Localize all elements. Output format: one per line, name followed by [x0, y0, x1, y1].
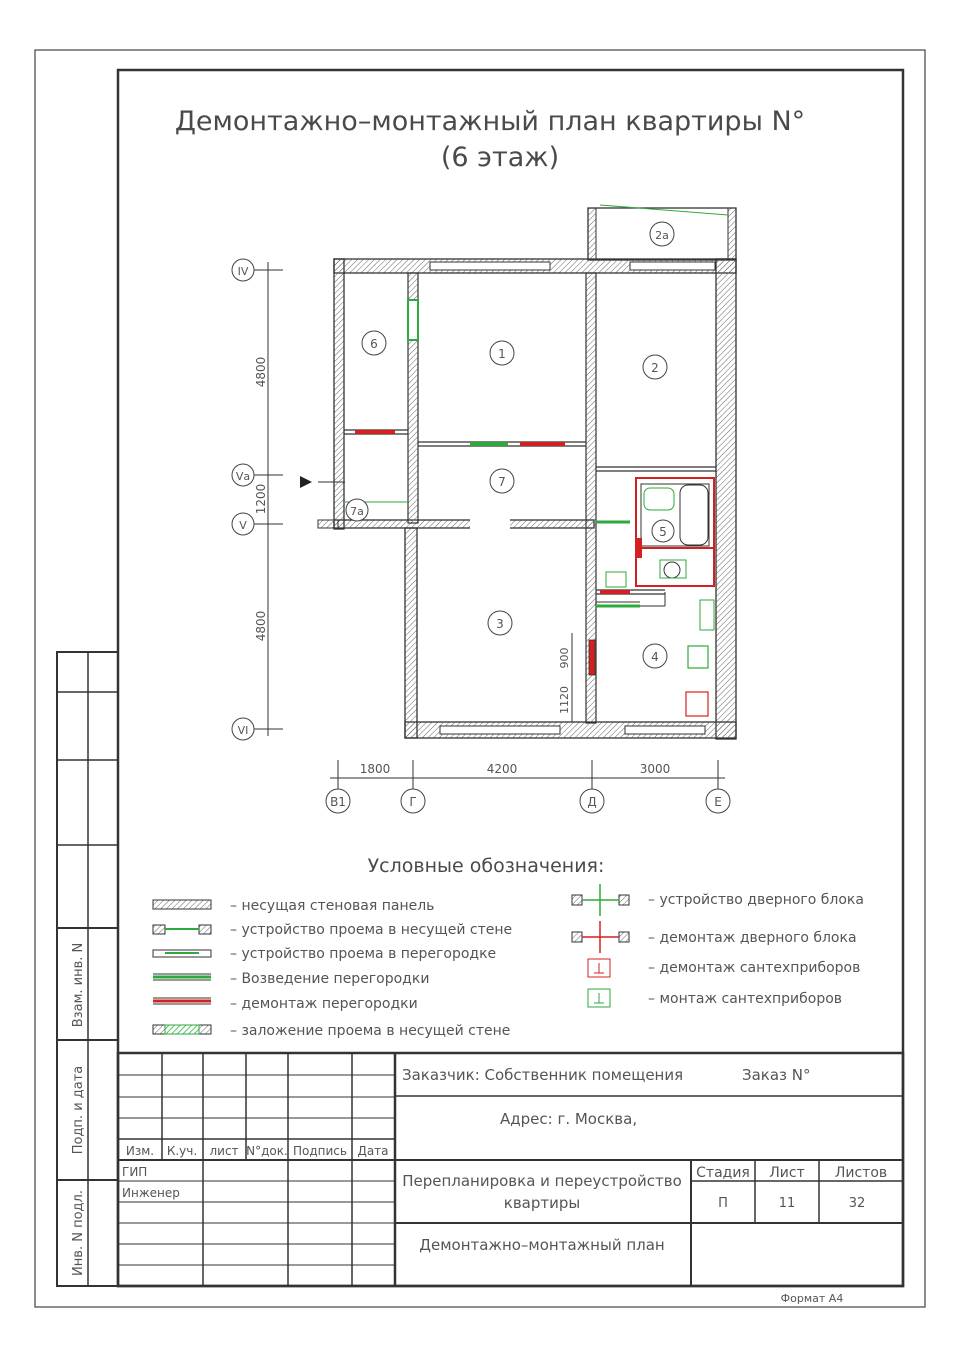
room-markers	[346, 222, 674, 668]
tb-sheet-label: Лист	[769, 1165, 805, 1181]
tb-sheet-value: 11	[778, 1196, 796, 1211]
plan-title: Демонтажно–монтажный план квартиры N°	[174, 106, 806, 137]
legend-item: – демонтаж дверного блока	[648, 930, 857, 946]
tb-stage-value: П	[718, 1196, 728, 1211]
dim-horizontal: 3000	[639, 762, 671, 776]
stamp-label: Инв. N подл.	[71, 1190, 86, 1276]
dim-horizontal: 4200	[486, 762, 518, 776]
tb-stage-label: Стадия	[696, 1165, 750, 1181]
left-lower-wall	[405, 528, 417, 738]
tb-col-header: Дата	[357, 1144, 389, 1158]
title-block	[118, 1053, 903, 1286]
legend-item: – заложение проема в несущей стене	[230, 1023, 511, 1039]
axis-label-row: IV	[237, 265, 249, 278]
left-wall	[334, 259, 344, 529]
tb-col-header: Изм.	[125, 1144, 155, 1158]
tb-sheets-label: Листов	[834, 1165, 888, 1181]
tb-customer: Заказчик: Собственник помещения	[402, 1066, 684, 1084]
sheet-inner-frame	[118, 70, 903, 1286]
tb-role: ГИП	[122, 1165, 148, 1179]
room-number: 4	[651, 650, 659, 664]
dim-vertical: 4800	[254, 356, 268, 388]
axis-label-row: V	[239, 519, 247, 532]
room-number: 1	[498, 347, 506, 361]
room-number: 7а	[350, 505, 364, 518]
axis-label-col: Д	[587, 795, 597, 809]
legend	[153, 855, 864, 1039]
legend-item: – несущая стеновая панель	[230, 898, 435, 914]
legend-item: – демонтаж сантехприборов	[648, 960, 861, 976]
axis-label-col: В1	[330, 795, 346, 809]
tb-col-header: Подпись	[293, 1144, 347, 1158]
legend-item: – Возведение перегородки	[230, 971, 430, 987]
axis-label-col: Г	[409, 795, 417, 809]
tb-sheet-title: Демонтажно–монтажный план	[419, 1236, 665, 1254]
tb-address: Адрес: г. Москва,	[500, 1110, 638, 1128]
room-number: 5	[659, 525, 667, 539]
axis-label-col: Е	[714, 795, 722, 809]
side-stamp	[57, 652, 118, 1286]
tb-project-2: квартиры	[503, 1194, 581, 1212]
legend-item: – демонтаж перегородки	[230, 996, 418, 1012]
axis-label-row: Vа	[235, 470, 251, 483]
dim-vertical: 1200	[254, 483, 268, 515]
room-number: 6	[370, 337, 378, 351]
format-label: Формат А4	[780, 1292, 844, 1305]
dim-vertical: 4800	[254, 610, 268, 642]
legend-item: – устройство дверного блока	[648, 892, 864, 908]
room-number: 2а	[655, 229, 669, 242]
stamp-label: Подп. и дата	[71, 1065, 86, 1155]
tb-col-header: лист	[209, 1144, 239, 1158]
room-number: 3	[496, 617, 504, 631]
tb-order: Заказ N°	[742, 1066, 811, 1084]
legend-title: Условные обозначения:	[367, 855, 605, 877]
entrance-arrow	[300, 476, 312, 488]
legend-item: – устройство проема в несущей стене	[230, 922, 513, 938]
tb-sheets-value: 32	[848, 1196, 866, 1211]
legend-item: – устройство проема в перегородке	[230, 946, 497, 962]
axis-label-row: VI	[237, 724, 249, 737]
tb-col-header: К.уч.	[166, 1144, 198, 1158]
dim-horizontal: 1800	[359, 762, 391, 776]
tb-col-header: N°док.	[246, 1144, 288, 1158]
plan-subtitle: (6 этаж)	[440, 142, 560, 173]
tb-project: Перепланировка и переустройство	[402, 1172, 682, 1190]
room-number: 2	[651, 361, 659, 375]
right-wall	[716, 259, 736, 739]
bathroom-demolition	[636, 478, 714, 586]
room-number: 7	[498, 475, 506, 489]
dim-door: 900	[558, 647, 571, 669]
floor-plan	[232, 205, 736, 813]
stamp-label: Взам. инв. N	[71, 942, 86, 1028]
dim-door: 1120	[558, 686, 571, 714]
legend-item: – монтаж сантехприборов	[648, 991, 843, 1007]
tb-role: Инженер	[122, 1186, 180, 1200]
